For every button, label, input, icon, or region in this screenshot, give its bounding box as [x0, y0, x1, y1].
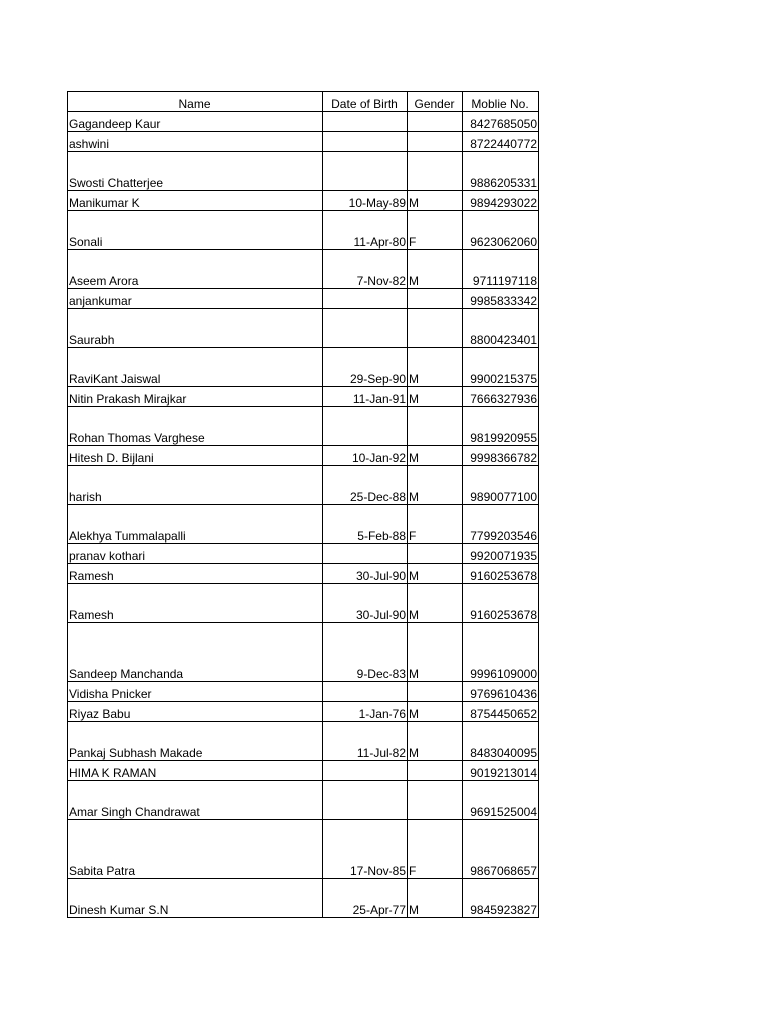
- cell-gender: M: [408, 584, 463, 623]
- cell-name: Aseem Arora: [68, 250, 323, 289]
- cell-date-of-birth: 17-Nov-85: [323, 820, 408, 879]
- header-row: [68, 92, 539, 112]
- cell-date-of-birth: 30-Jul-90: [323, 564, 408, 584]
- cell-name: Gagandeep Kaur: [68, 112, 323, 132]
- cell-date-of-birth: [323, 682, 408, 702]
- cell-gender: [408, 112, 463, 132]
- cell-date-of-birth: 30-Jul-90: [323, 584, 408, 623]
- cell-date-of-birth: [323, 309, 408, 348]
- table-row: [68, 820, 539, 879]
- table-row: [68, 289, 539, 309]
- cell-date-of-birth: [323, 132, 408, 152]
- cell-gender: [408, 152, 463, 191]
- cell-mobile: 9691525004: [463, 781, 539, 820]
- table-row: [68, 702, 539, 722]
- cell-gender: [408, 781, 463, 820]
- cell-mobile: 8427685050: [463, 112, 539, 132]
- cell-name: Sandeep Manchanda: [68, 623, 323, 682]
- table-row: [68, 505, 539, 544]
- table-row: [68, 584, 539, 623]
- cell-mobile: 8483040095: [463, 722, 539, 761]
- column-header-mobile: Moblie No.: [463, 92, 539, 112]
- cell-mobile: 9890077100: [463, 466, 539, 505]
- table-row: [68, 623, 539, 682]
- cell-date-of-birth: 29-Sep-90: [323, 348, 408, 387]
- cell-mobile: 9886205331: [463, 152, 539, 191]
- cell-mobile: 7799203546: [463, 505, 539, 544]
- table-header: [68, 92, 539, 112]
- cell-gender: [408, 544, 463, 564]
- column-header-date-of-birth: Date of Birth: [323, 92, 408, 112]
- cell-name: pranav kothari: [68, 544, 323, 564]
- cell-mobile: 9894293022: [463, 191, 539, 211]
- cell-gender: M: [408, 250, 463, 289]
- cell-date-of-birth: [323, 544, 408, 564]
- table-body: [68, 112, 539, 918]
- cell-gender: M: [408, 191, 463, 211]
- cell-name: Swosti Chatterjee: [68, 152, 323, 191]
- cell-date-of-birth: [323, 289, 408, 309]
- cell-mobile: 9867068657: [463, 820, 539, 879]
- cell-mobile: 9819920955: [463, 407, 539, 446]
- cell-date-of-birth: 9-Dec-83: [323, 623, 408, 682]
- cell-gender: M: [408, 879, 463, 918]
- table-row: [68, 309, 539, 348]
- cell-name: Rohan Thomas Varghese: [68, 407, 323, 446]
- table-row: [68, 446, 539, 466]
- cell-date-of-birth: 5-Feb-88: [323, 505, 408, 544]
- cell-name: Amar Singh Chandrawat: [68, 781, 323, 820]
- cell-gender: M: [408, 702, 463, 722]
- cell-mobile: 9996109000: [463, 623, 539, 682]
- cell-name: Pankaj Subhash Makade: [68, 722, 323, 761]
- cell-name: Saurabh: [68, 309, 323, 348]
- cell-name: anjankumar: [68, 289, 323, 309]
- cell-date-of-birth: [323, 112, 408, 132]
- cell-mobile: 9019213014: [463, 761, 539, 781]
- cell-gender: [408, 289, 463, 309]
- cell-gender: [408, 407, 463, 446]
- cell-name: Riyaz Babu: [68, 702, 323, 722]
- cell-date-of-birth: 11-Apr-80: [323, 211, 408, 250]
- table-row: [68, 132, 539, 152]
- cell-gender: M: [408, 722, 463, 761]
- table-row: [68, 722, 539, 761]
- contact-table: [67, 91, 539, 918]
- cell-date-of-birth: [323, 761, 408, 781]
- cell-gender: [408, 309, 463, 348]
- cell-date-of-birth: 10-Jan-92: [323, 446, 408, 466]
- cell-mobile: 9769610436: [463, 682, 539, 702]
- table-row: [68, 761, 539, 781]
- cell-name: Ramesh: [68, 564, 323, 584]
- cell-name: Hitesh D. Bijlani: [68, 446, 323, 466]
- cell-gender: [408, 132, 463, 152]
- table-row: [68, 879, 539, 918]
- cell-mobile: 9920071935: [463, 544, 539, 564]
- table-row: [68, 250, 539, 289]
- table-row: [68, 544, 539, 564]
- table-row: [68, 387, 539, 407]
- table-row: [68, 466, 539, 505]
- table-row: [68, 407, 539, 446]
- table-row: [68, 781, 539, 820]
- table-row: [68, 191, 539, 211]
- table-row: [68, 682, 539, 702]
- cell-mobile: 9900215375: [463, 348, 539, 387]
- table-row: [68, 348, 539, 387]
- cell-date-of-birth: [323, 407, 408, 446]
- cell-name: HIMA K RAMAN: [68, 761, 323, 781]
- cell-gender: M: [408, 466, 463, 505]
- cell-mobile: 9160253678: [463, 584, 539, 623]
- cell-name: RaviKant Jaiswal: [68, 348, 323, 387]
- table-row: [68, 152, 539, 191]
- cell-name: Nitin Prakash Mirajkar: [68, 387, 323, 407]
- cell-name: Sabita Patra: [68, 820, 323, 879]
- cell-gender: F: [408, 820, 463, 879]
- cell-gender: M: [408, 564, 463, 584]
- cell-mobile: 9845923827: [463, 879, 539, 918]
- cell-gender: F: [408, 211, 463, 250]
- cell-mobile: 9998366782: [463, 446, 539, 466]
- cell-mobile: 9985833342: [463, 289, 539, 309]
- cell-name: Manikumar K: [68, 191, 323, 211]
- cell-mobile: 8722440772: [463, 132, 539, 152]
- cell-mobile: 9711197118: [463, 250, 539, 289]
- cell-gender: M: [408, 446, 463, 466]
- table-row: [68, 112, 539, 132]
- cell-mobile: 8800423401: [463, 309, 539, 348]
- cell-name: Sonali: [68, 211, 323, 250]
- cell-date-of-birth: [323, 781, 408, 820]
- column-header-name: Name: [68, 92, 323, 112]
- cell-name: ashwini: [68, 132, 323, 152]
- cell-gender: [408, 682, 463, 702]
- cell-date-of-birth: 1-Jan-76: [323, 702, 408, 722]
- cell-gender: [408, 761, 463, 781]
- cell-name: harish: [68, 466, 323, 505]
- cell-mobile: 9160253678: [463, 564, 539, 584]
- cell-mobile: 7666327936: [463, 387, 539, 407]
- table-row: [68, 564, 539, 584]
- cell-date-of-birth: 25-Apr-77: [323, 879, 408, 918]
- cell-date-of-birth: 25-Dec-88: [323, 466, 408, 505]
- cell-date-of-birth: 11-Jul-82: [323, 722, 408, 761]
- column-header-gender: Gender: [408, 92, 463, 112]
- cell-gender: F: [408, 505, 463, 544]
- cell-name: Dinesh Kumar S.N: [68, 879, 323, 918]
- cell-name: Ramesh: [68, 584, 323, 623]
- cell-gender: M: [408, 387, 463, 407]
- cell-date-of-birth: 7-Nov-82: [323, 250, 408, 289]
- cell-date-of-birth: 11-Jan-91: [323, 387, 408, 407]
- cell-name: Alekhya Tummalapalli: [68, 505, 323, 544]
- cell-gender: M: [408, 348, 463, 387]
- table-row: [68, 211, 539, 250]
- cell-mobile: 8754450652: [463, 702, 539, 722]
- cell-date-of-birth: 10-May-89: [323, 191, 408, 211]
- cell-name: Vidisha Pnicker: [68, 682, 323, 702]
- cell-mobile: 9623062060: [463, 211, 539, 250]
- cell-gender: M: [408, 623, 463, 682]
- cell-date-of-birth: [323, 152, 408, 191]
